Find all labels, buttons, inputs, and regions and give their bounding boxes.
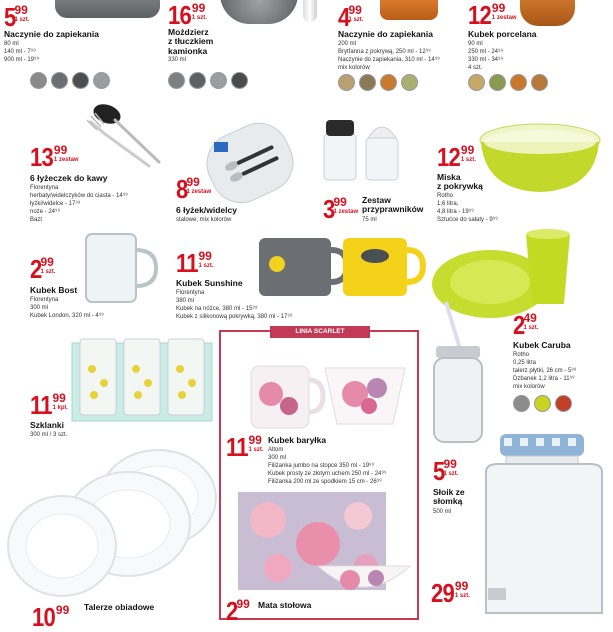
desc-miska: Rotho 1,6 litra, 4,8 litra - 19⁹⁹ Sztućce do sałaty - 9⁹⁹: [437, 193, 498, 224]
desc-lyzeczki: Florentyna herbaty/widelczyków do ciasta - 14⁹⁹ łyżki/widelce - 17⁹⁹ noże - 24⁹⁹ Bazt: [30, 185, 128, 224]
title-szklanki: Szklanki: [30, 420, 65, 430]
title-kubek-porcelana: Kubek porcelana: [468, 29, 537, 39]
desc-naczynie2: 200 ml Brytfanna z pokrywą, 250 ml - 12⁹⁹ Naczynie do zapiekania, 310 ml - 14⁹⁹ mix kolorów: [338, 41, 440, 72]
price-kubek-barylka: 11 99 1 szt.: [226, 432, 264, 462]
color-swatch[interactable]: [489, 74, 506, 91]
mortar-image: [220, 0, 298, 24]
price-kubek-caruba: 2 49 1 szt.: [513, 310, 539, 340]
color-swatch[interactable]: [168, 72, 185, 89]
title-kubek-bost: Kubek Bost: [30, 285, 78, 295]
floral-cups-image: [245, 360, 415, 435]
color-swatch[interactable]: [468, 74, 485, 91]
desc-kubek-bost: Florentyna 300 ml Kubek London, 320 ml - 4⁹⁹: [30, 297, 104, 320]
desc-kubek-barylka: Altom 300 ml Filiżanka jumbo na stopce 350 ml - 19⁹⁹ Kubek prosty ze złotym uchem 250 ml - 24⁹⁹ Filiżanka 200 ml ze spodkiem 15 cm - 26⁹⁹: [268, 447, 387, 486]
title-przyprawniki: Zestaw przyprawników: [362, 195, 424, 215]
swatches-naczynie1: [30, 72, 110, 89]
price-naczynie1: 5 99 1 szt.: [4, 2, 30, 32]
color-swatch[interactable]: [72, 72, 89, 89]
title-kubek-barylka: Kubek baryłka: [268, 435, 327, 445]
spice-shakers-image: [318, 116, 408, 186]
color-swatch[interactable]: [380, 74, 397, 91]
pestle-image: [303, 0, 317, 22]
spoon-fork-image: [85, 100, 165, 170]
color-swatch[interactable]: [359, 74, 376, 91]
drink-dispenser-image: [478, 432, 610, 613]
color-swatch[interactable]: [513, 395, 530, 412]
color-swatch[interactable]: [93, 72, 110, 89]
desc-naczynie1: 80 ml 140 ml - 7⁹⁹ 900 ml - 19⁹⁹: [4, 41, 40, 64]
price-kubek-sunshine: 11 99 1 szt.: [176, 248, 214, 278]
cutlery-set-image: [200, 118, 300, 208]
baking-dish-image: [55, 0, 160, 18]
price-dystrybutor: 29 99 1 szt.: [431, 578, 470, 608]
color-swatch[interactable]: [338, 74, 355, 91]
desc-kubek-sunshine: Florentyna 380 ml Kubek na nóżce, 380 ml - 15⁹⁹ Kubek z silikonową pokrywką, 380 ml - 17⁹⁹: [176, 290, 293, 321]
price-lyzeczki: 13 99 1 zestaw: [30, 142, 79, 172]
price-kubek-porcelana: 12 99 1 zestaw: [468, 0, 517, 30]
glasses-set-image: [70, 335, 215, 425]
title-sloik: Słoik ze słomką: [433, 487, 465, 507]
price-mata: 2 99: [226, 596, 250, 626]
floral-mat-bowl-image: [238, 490, 418, 608]
title-kubek-sunshine: Kubek Sunshine: [176, 278, 243, 288]
swatches-mozdzierz: [168, 72, 248, 89]
price-miska: 12 99 1 szt.: [437, 142, 476, 172]
porcelain-cup-image: [520, 0, 575, 26]
desc-kubek-caruba: Rotho 0,25 litra talerz płytki, 26 cm - 5⁹⁹ Dzbanek 1,2 litra - 11⁹⁹ mix kolorów: [513, 352, 577, 391]
color-swatch[interactable]: [534, 395, 551, 412]
title-mata: Mata stołowa: [258, 600, 312, 610]
color-swatch[interactable]: [531, 74, 548, 91]
color-swatch[interactable]: [210, 72, 227, 89]
price-mozdzierz: 16 99 1 szt.: [168, 0, 207, 30]
color-swatch[interactable]: [30, 72, 47, 89]
title-talerze: Talerze obiadowe: [84, 602, 155, 612]
swatches-naczynie2: [338, 74, 418, 91]
green-bowl-image: [475, 118, 605, 198]
title-naczynie1: Naczynie do zapiekania: [4, 29, 99, 39]
price-lyzek-widelcy: 8 99 1 zestaw: [176, 174, 212, 204]
title-naczynie2: Naczynie do zapiekania: [338, 29, 433, 39]
desc-lyzek-widelcy: stalowe, mix kolorów: [176, 217, 232, 223]
swatches-kubek-porcelana: [468, 74, 548, 91]
title-miska: Miska z pokrywką: [437, 172, 483, 192]
color-swatch[interactable]: [51, 72, 68, 89]
price-naczynie2: 4 99 1 szt.: [338, 2, 364, 32]
price-talerze: 10 99: [32, 602, 70, 632]
scarlet-line-label: LINIA SCARLET: [270, 326, 370, 338]
desc-kubek-porcelana: 90 ml 250 ml - 24⁹⁹ 330 ml - 34⁹⁹ 4 szt.: [468, 41, 504, 72]
title-lyzeczki: 6 łyżeczek do kawy: [30, 173, 108, 183]
price-szklanki: 11 99 1 kpl.: [30, 390, 68, 420]
desc-szklanki: 300 ml / 3 szt.: [30, 432, 68, 438]
color-swatch[interactable]: [231, 72, 248, 89]
color-swatch[interactable]: [401, 74, 418, 91]
title-kubek-caruba: Kubek Caruba: [513, 340, 571, 350]
title-lyzek-widelcy: 6 łyżek/widelcy: [176, 205, 237, 215]
color-swatch[interactable]: [189, 72, 206, 89]
price-kubek-bost: 2 99 1 szt.: [30, 254, 56, 284]
price-sloik: 5 99 1 szt.: [433, 456, 459, 486]
jar-straw-image: [428, 300, 493, 450]
color-swatch[interactable]: [555, 395, 572, 412]
terracotta-dish-image: [380, 0, 438, 20]
title-mozdzierz: Moździerz z tłuczkiem kamionka: [168, 27, 214, 56]
color-swatch[interactable]: [510, 74, 527, 91]
desc-mozdzierz: 330 ml: [168, 57, 187, 63]
swatches-kubek-caruba: [513, 395, 572, 412]
dinner-plates-image: [8, 440, 218, 600]
price-przyprawniki: 3 99 1 zestaw: [323, 194, 359, 224]
desc-przyprawniki: 75 ml: [362, 217, 377, 223]
desc-sloik: 500 ml: [433, 509, 452, 515]
